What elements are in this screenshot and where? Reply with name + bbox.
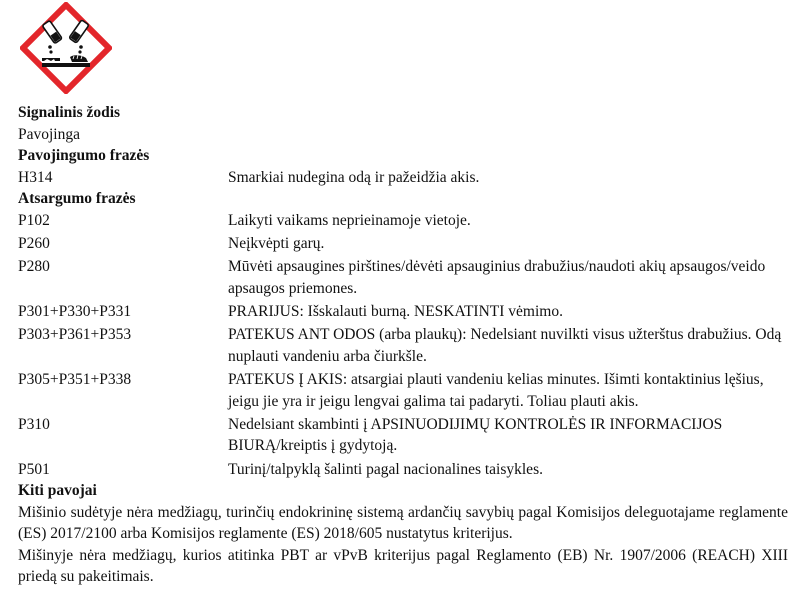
precautionary-statement-row: [18, 256, 788, 299]
precautionary-statement-text: PATEKUS Į AKIS: atsargiai plauti vandeniu kelias minutes. Išimti kontaktinius lęšius, jeigu jie yra ir jeigu lengvai galima tai padaryti. Toliau plauti akis.: [228, 371, 764, 410]
precautionary-statement-text: Neįkvėpti garų.: [228, 235, 325, 253]
precautionary-statement-row: [18, 369, 788, 412]
hazard-label-section: [18, 102, 788, 587]
precautionary-statement-text: PATEKUS ANT ODOS (arba plaukų): Nedelsiant nuvilkti visus užterštus drabužius. Odą nuplauti vandeniu arba čiurkšle.: [228, 326, 782, 365]
precautionary-statements-heading: Atsargumo frazės: [18, 190, 136, 208]
other-hazards-paragraph: Mišinyje nėra medžiagų, kurios atitinka PBT ar vPvB kriterijus pagal Reglamento (EB) Nr. 1907/2006 (REACH) XIII priedą su pakeitimais.: [18, 546, 788, 586]
signal-word-heading: Signalinis žodis: [18, 104, 121, 121]
precautionary-statement-text: Turinį/talpyklą šalinti pagal nacionalines taisykles.: [228, 460, 543, 478]
precautionary-statement-code: P310: [18, 415, 50, 433]
precautionary-statement-text: PRARIJUS: Išskalauti burną. NESKATINTI vėmimo.: [228, 303, 563, 321]
other-hazards-paragraph: Mišinio sudėtyje nėra medžiagų, turinčių endokrininę sistemą ardančių savybių pagal Komisijos deleguotajame reglamente (ES) 2017/2100 arba Komisijos reglamente (ES) 2018/605 nustatytus kriterijus.: [18, 503, 788, 543]
precautionary-statement-text: Nedelsiant skambinti į APSINUODIJIMŲ KONTROLĖS IR INFORMACIJOS BIURĄ/kreiptis į gydytoją.: [228, 415, 723, 455]
precautionary-statement-text: Laikyti vaikams neprieinamoje vietoje.: [228, 211, 471, 229]
other-hazards-heading: Kiti pavojai: [18, 482, 97, 500]
hazard-statement-text: Smarkiai nudegina odą ir pažeidžia akis.: [228, 168, 480, 186]
precautionary-statement-code: P260: [18, 235, 50, 253]
precautionary-statement-code: P280: [18, 258, 50, 276]
precautionary-statement-code: P301+P330+P331: [18, 303, 132, 321]
hazard-statement-row: [18, 167, 788, 189]
precautionary-statement-row: [18, 210, 788, 232]
precautionary-statement-code: P501: [18, 460, 50, 478]
precautionary-statement-row: [18, 414, 788, 457]
precautionary-statement-row: [18, 301, 788, 323]
precautionary-statement-code: P303+P361+P353: [18, 326, 132, 344]
hazard-statements-heading: Pavojingumo frazės: [18, 147, 150, 165]
precautionary-statement-row: [18, 233, 788, 255]
precautionary-statement-row: [18, 324, 788, 367]
corrosion-pictogram-icon: [20, 2, 112, 94]
precautionary-statement-row: [18, 459, 788, 481]
hazard-statement-code: H314: [18, 168, 53, 186]
precautionary-statement-code: P305+P351+P338: [18, 371, 132, 389]
precautionary-statement-text: Mūvėti apsaugines pirštines/dėvėti apsauginius drabužius/naudoti akių apsaugos/veido apsaugos priemones.: [228, 258, 766, 297]
signal-word-value: Pavojinga: [18, 125, 80, 143]
precautionary-statement-code: P102: [18, 211, 50, 229]
